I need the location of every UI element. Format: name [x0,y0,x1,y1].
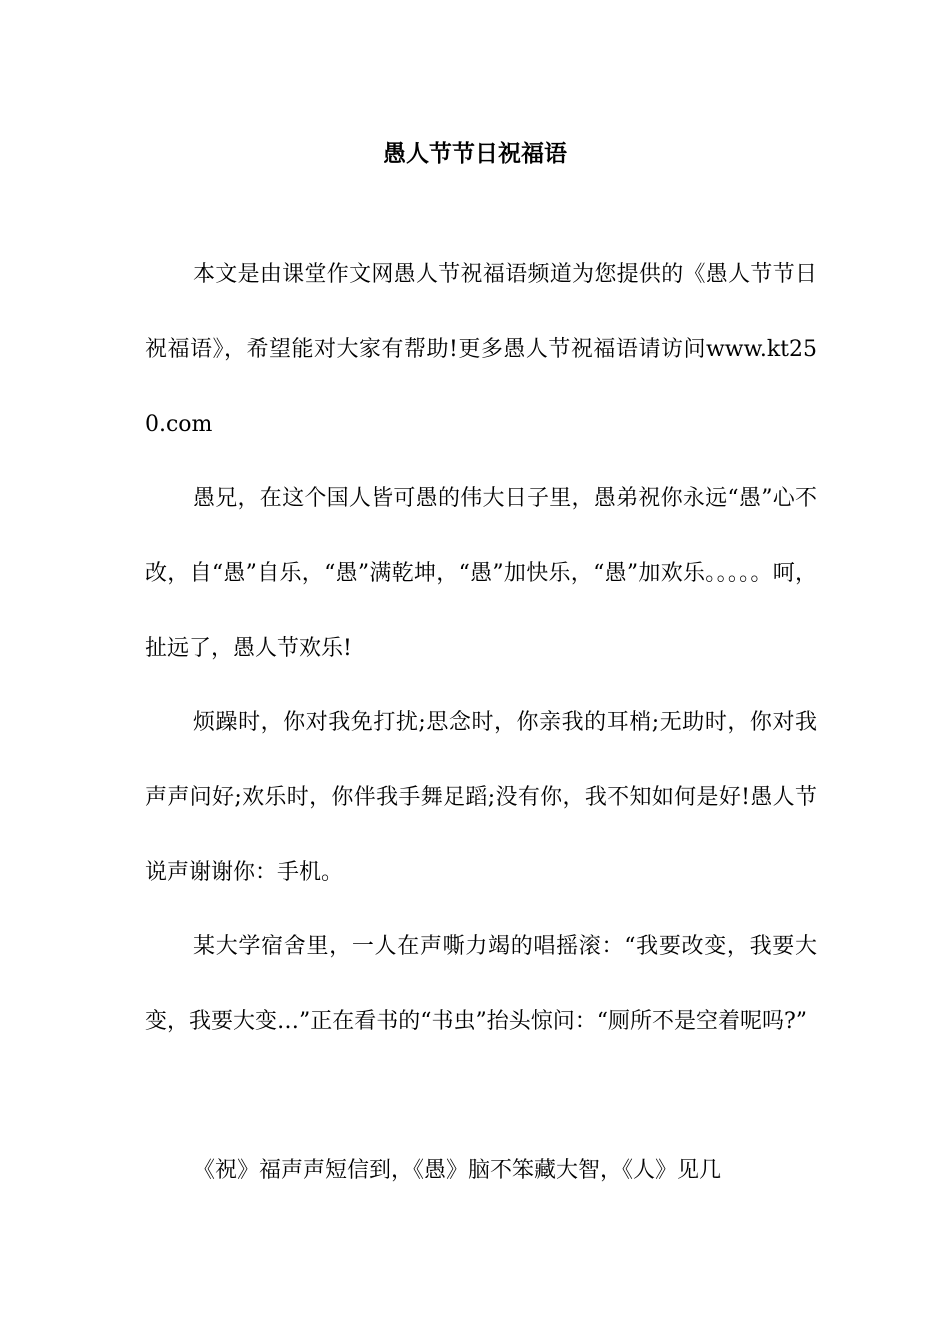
paragraph-joke: 某大学宿舍里，一人在声嘶力竭的唱摇滚：“我要改变，我要大变，我要大变…”正在看书的“书虫”抬头惊问：“厕所不是空着呢吗?” [145,934,817,1034]
paragraph-blessing-1: 愚兄，在这个国人皆可愚的伟大日子里，愚弟祝你永远“愚”心不改，自“愚”自乐，“愚”满乾坤，“愚”加快乐，“愚”加欢乐。。。。。呵，扯远了，愚人节欢乐! [145,486,817,661]
page-title: 愚人节节日祝福语 [383,140,567,167]
paragraph-blessing-2: 烦躁时，你对我免打扰;思念时，你亲我的耳梢;无助时，你对我声声问好;欢乐时，你伴我手舞足蹈;没有你，我不知如何是好!愚人节说声谢谢你：手机。 [145,710,817,885]
paragraph-intro: 本文是由课堂作文网愚人节祝福语频道为您提供的《愚人节节日祝福语》，希望能对大家有帮助!更多愚人节祝福语请访问www.kt250.com [145,262,817,437]
paragraph-blessing-3: 《祝》福声声短信到，《愚》脑不笨藏大智，《人》见几 [193,1158,722,1183]
